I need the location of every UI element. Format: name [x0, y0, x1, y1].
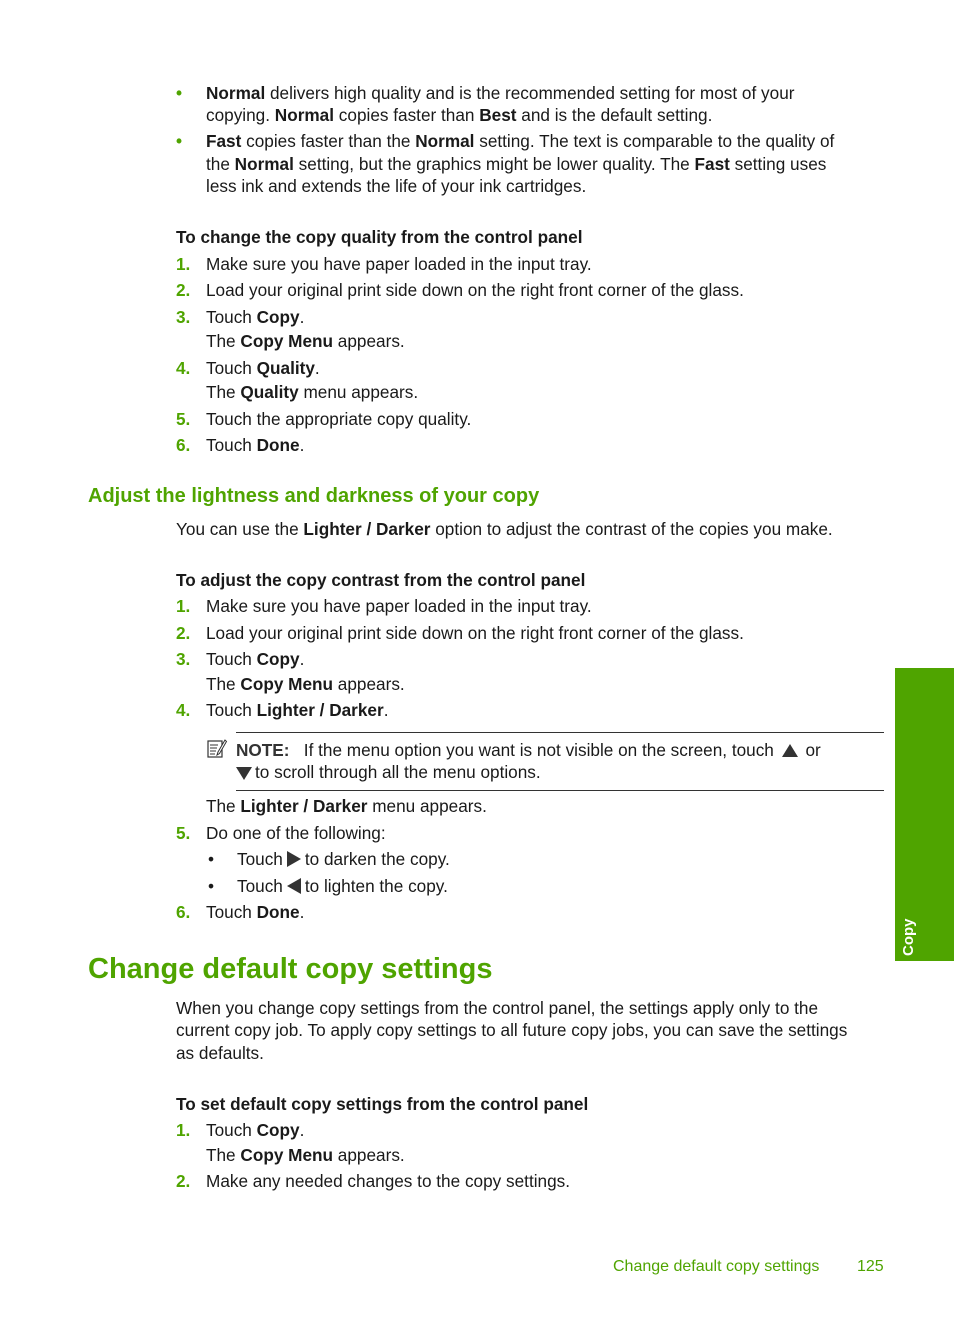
step-number: 2. [176, 623, 191, 643]
note-top-rule [236, 732, 884, 733]
step-text: Touch Quality. [206, 358, 320, 378]
step-text: Make sure you have paper loaded in the input tray. [206, 254, 592, 274]
step-number: 6. [176, 902, 191, 922]
step-number: 1. [176, 1120, 191, 1140]
procedure-title-quality: To change the copy quality from the control panel [176, 227, 583, 247]
step-text: Touch Copy. [206, 649, 305, 669]
note-line1: NOTE: If the menu option you want is not visible on the screen, touch or [236, 740, 821, 760]
step-number: 4. [176, 700, 191, 720]
step-number: 5. [176, 409, 191, 429]
step-number: 1. [176, 596, 191, 616]
up-arrow-icon [782, 744, 798, 757]
step-number: 3. [176, 307, 191, 327]
page-number: 125 [857, 1258, 884, 1275]
step-text: Touch Done. [206, 902, 305, 922]
procedure-title-defaults: To set default copy settings from the control panel [176, 1094, 589, 1114]
step-number: 4. [176, 358, 191, 378]
down-arrow-icon [236, 767, 252, 780]
bullet-marker: • [176, 131, 183, 151]
step-text: Load your original print side down on the right front corner of the glass. [206, 623, 744, 643]
bullet-marker: • [176, 83, 183, 103]
bullet-normal-line2: copying. Normal copies faster than Best and is the default setting. [206, 105, 713, 125]
step-number: 5. [176, 823, 191, 843]
left-arrow-icon [287, 878, 301, 894]
step-number: 1. [176, 254, 191, 274]
step-text: Touch Copy. [206, 307, 305, 327]
section-heading-contrast: Adjust the lightness and darkness of your copy [88, 485, 540, 507]
step-number: 2. [176, 280, 191, 300]
note-bottom-rule [236, 790, 884, 791]
step-number: 3. [176, 649, 191, 669]
note-line2: to scroll through all the menu options. [236, 761, 884, 784]
step-number: 2. [176, 1171, 191, 1191]
step-text: Make sure you have paper loaded in the input tray. [206, 596, 592, 616]
sub-bullet-marker: • [208, 849, 215, 869]
section-paragraph-line: as defaults. [176, 1043, 264, 1063]
step-text: Touch Copy. [206, 1120, 305, 1140]
step-text: Touch Lighter / Darker. [206, 700, 389, 720]
footer-title: Change default copy settings [613, 1258, 820, 1275]
step-number: 6. [176, 435, 191, 455]
chapter-side-tab-label: Copy [900, 918, 917, 956]
note-label: NOTE: [236, 740, 290, 760]
bullet-fast-line3: less ink and extends the life of your ink cartridges. [206, 176, 587, 196]
step-result: The Quality menu appears. [206, 382, 419, 402]
section-paragraph-line: When you change copy settings from the control panel, the settings apply only to the [176, 998, 819, 1018]
section-paragraph-line: current copy job. To apply copy settings to all future copy jobs, you can save the settings [176, 1020, 848, 1040]
step-text: Load your original print side down on the right front corner of the glass. [206, 280, 744, 300]
step-result: The Lighter / Darker menu appears. [206, 796, 487, 816]
sub-bullet-darken: Touch to darken the copy. [237, 849, 450, 869]
procedure-title-contrast: To adjust the copy contrast from the control panel [176, 570, 586, 590]
sub-bullet-marker: • [208, 876, 215, 896]
step-result: The Copy Menu appears. [206, 1145, 405, 1165]
section-intro-contrast: You can use the Lighter / Darker option to adjust the contrast of the copies you make. [176, 519, 833, 539]
step-text: Touch Done. [206, 435, 305, 455]
bullet-normal-line1: Normal delivers high quality and is the recommended setting for most of your [206, 83, 795, 103]
right-arrow-icon [287, 851, 301, 867]
step-text: Do one of the following: [206, 823, 386, 843]
step-text: Make any needed changes to the copy settings. [206, 1171, 571, 1191]
section-heading-defaults: Change default copy settings [88, 953, 493, 985]
step-result: The Copy Menu appears. [206, 674, 405, 694]
step-text: Touch the appropriate copy quality. [206, 409, 472, 429]
step-result: The Copy Menu appears. [206, 331, 405, 351]
sub-bullet-lighten: Touch to lighten the copy. [237, 876, 448, 896]
bullet-fast-line2: the Normal setting, but the graphics might be lower quality. The Fast setting uses [206, 154, 827, 174]
note-icon [206, 738, 228, 760]
bullet-fast-line1: Fast copies faster than the Normal setting. The text is comparable to the quality of [206, 131, 835, 151]
